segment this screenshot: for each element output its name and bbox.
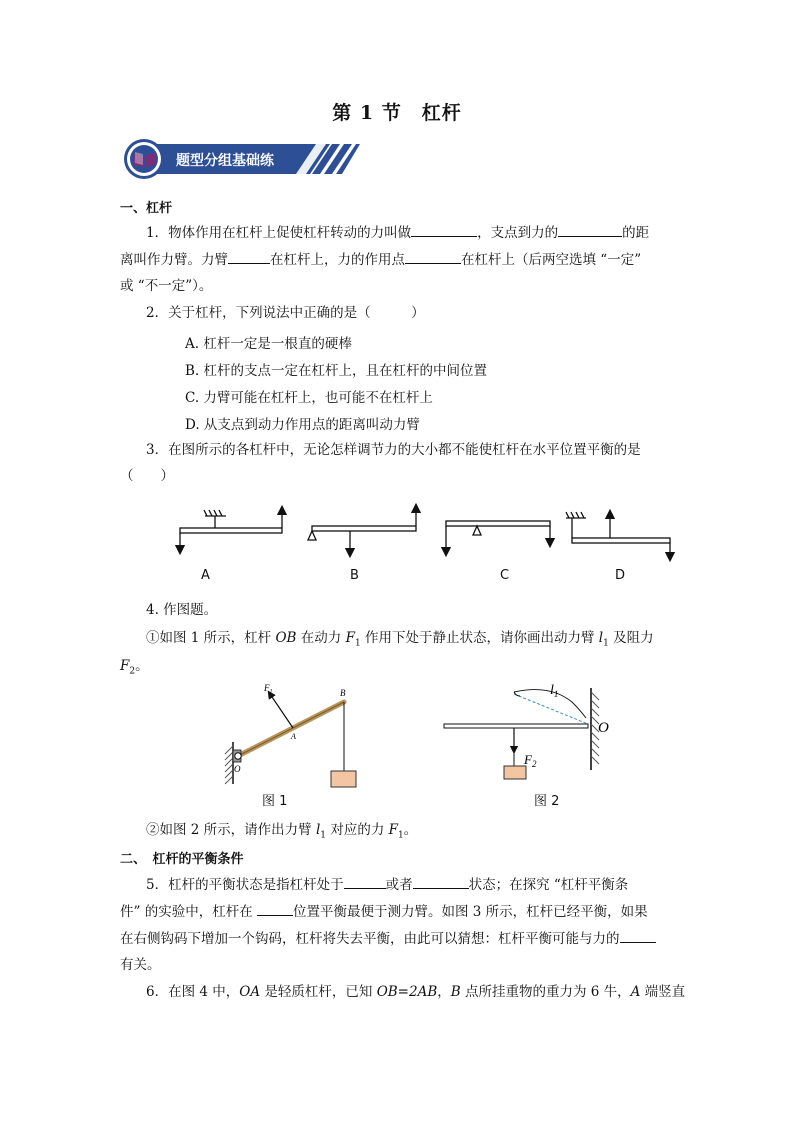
blank-7[interactable] xyxy=(257,901,293,916)
blank-3[interactable] xyxy=(228,249,270,264)
question-5-line-4: 有关。 xyxy=(120,957,161,973)
question-2-option-d[interactable]: D. 从支点到动力作用点的距离叫动力臂 xyxy=(185,417,420,433)
lever-a xyxy=(180,510,282,550)
question-6-line-1: 6．在图 4 中，OA 是轻质杠杆，已知 OB=2AB，B 点所挂重物的重力为 6 牛，A 端竖直 xyxy=(146,984,686,1000)
lever-figures-q3 xyxy=(160,500,690,570)
question-2-stem: 2．关于杠杆，下列说法中正确的是（ ） xyxy=(146,305,425,321)
lever-b-label: B xyxy=(350,568,359,583)
blank-5[interactable] xyxy=(344,874,386,889)
blank-1[interactable] xyxy=(411,222,477,237)
page-title: 第 1 节 杠杆 xyxy=(332,102,462,124)
question-4-part-2: ②如图 2 所示，请作出力臂 $l_1$ 对应的力 $F_1$。 xyxy=(146,822,418,841)
q1-text-b: ，支点到力的 xyxy=(477,225,559,241)
section-heading-lever: 一、杠杆 xyxy=(120,201,173,216)
lever-d xyxy=(566,512,670,557)
lever-d-label: D xyxy=(615,568,626,583)
section-heading-balance: 二、 杠杆的平衡条件 xyxy=(120,852,244,867)
question-5-line-1: 5．杠杆的平衡状态是指杠杆处于 或者 状态；在探究 “杠杆平衡条 xyxy=(146,874,628,895)
q1-text-d: 离叫作力臂。力臂 xyxy=(120,252,228,268)
question-4-part-1-cont: $F_2$。 xyxy=(120,658,149,677)
q1-text-a: 1．物体作用在杠杆上促使杠杆转动的力叫做 xyxy=(146,225,412,241)
fig2-label-f2: $F_2$ xyxy=(524,752,537,769)
lever-a-label: A xyxy=(201,568,210,583)
blank-4[interactable] xyxy=(405,249,461,264)
q1-text-c: 的距 xyxy=(622,225,650,241)
lever-c-label: C xyxy=(500,568,510,583)
lever-c xyxy=(446,521,550,552)
fig2-label-o: O xyxy=(598,720,609,736)
figure-2 xyxy=(440,678,620,788)
question-5-line-3: 在右侧钩码下增加一个钩码，杠杆将失去平衡，由此可以猜想：杠杆平衡可能与力的 xyxy=(120,928,656,949)
fig1-label-f1: $F_1$ xyxy=(264,683,273,695)
blank-6[interactable] xyxy=(413,874,469,889)
question-2-option-a[interactable]: A. 杠杆一定是一根直的硬棒 xyxy=(185,336,352,352)
q1-text-f: 在杠杆上（后两空选填 “一定” xyxy=(461,252,642,268)
figure-1 xyxy=(218,680,368,790)
question-1-line-3: 或 “不一定”）。 xyxy=(120,278,213,294)
question-1-line-2 xyxy=(120,249,641,270)
question-2-option-b[interactable]: B. 杠杆的支点一定在杠杆上，且在杠杆的中间位置 xyxy=(185,363,488,379)
fig1-label-o: O xyxy=(234,764,241,774)
lever-b xyxy=(308,508,416,553)
question-4-stem: 4. 作图题。 xyxy=(146,602,218,618)
question-2-option-c[interactable]: C. 力臂可能在杠杆上，也可能不在杠杆上 xyxy=(185,390,433,406)
fig1-label-b: B xyxy=(340,688,346,698)
question-3-stem: 3．在图所示的各杠杆中，无论怎样调节力的大小都不能使杠杆在水平位置平衡的是 xyxy=(146,442,641,458)
question-5-line-2: 件” 的实验中，杠杆在 位置平衡最便于测力臂。如图 3 所示，杠杆已经平衡，如果 xyxy=(120,901,648,922)
question-1-line-1 xyxy=(146,222,649,243)
figure-2-caption: 图 2 xyxy=(534,794,560,809)
q1-text-e: 在杠杆上，力的作用点 xyxy=(270,252,405,268)
banner-label: 题型分组基础练 xyxy=(176,153,274,169)
fig2-label-l1: $l_1$ xyxy=(550,683,559,699)
question-4-part-1: ①如图 1 所示，杠杆 OB 在动力 $F_1$ 作用下处于静止状态，请你画出动力臂 $l_1$ 及阻力 xyxy=(146,630,654,649)
question-3-paren: （ ） xyxy=(120,468,174,484)
blank-2[interactable] xyxy=(558,222,622,237)
fig1-label-a: A xyxy=(291,732,296,741)
blank-8[interactable] xyxy=(620,928,656,943)
figure-1-caption: 图 1 xyxy=(262,794,288,809)
